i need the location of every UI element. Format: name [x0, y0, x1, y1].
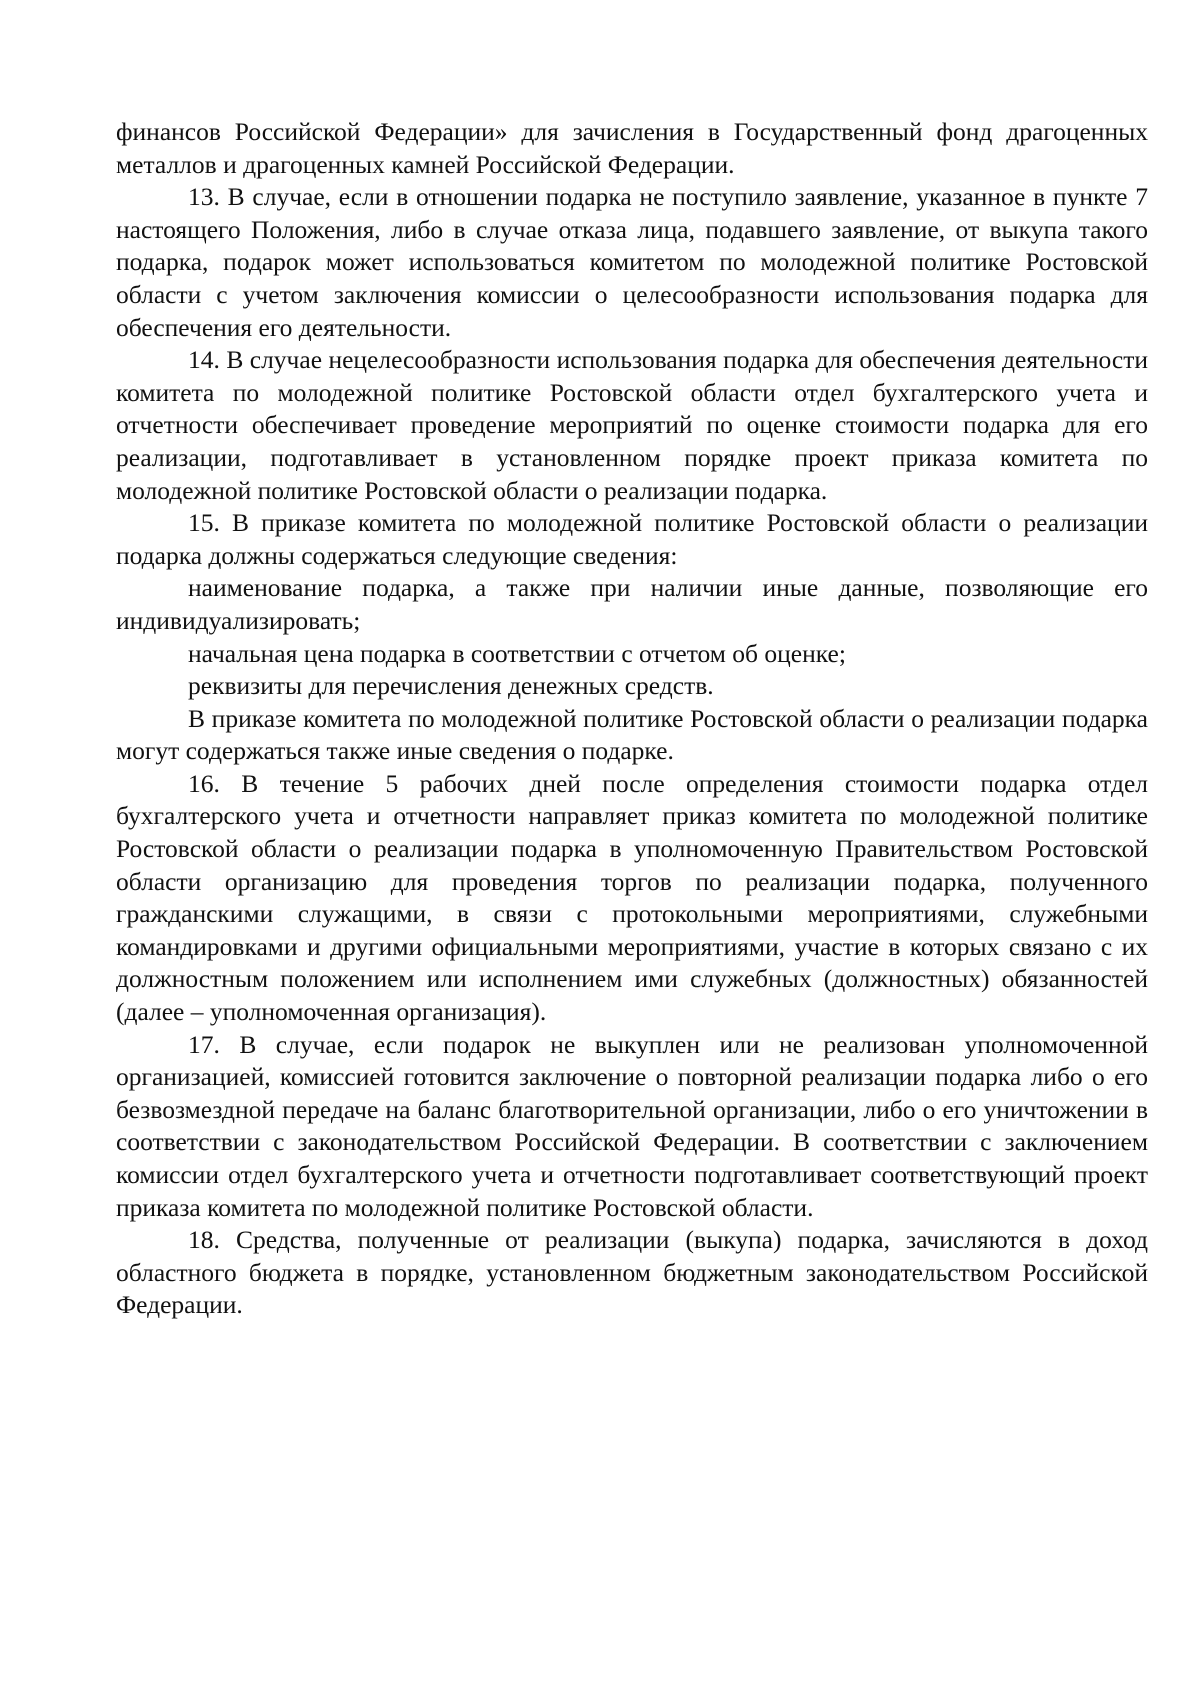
- paragraph-15-item-price: начальная цена подарка в соответствии с отчетом об оценке;: [188, 638, 846, 668]
- paragraph-14: 14. В случае нецелесообразности использования подарка для обеспечения деятельности комитета по молодежной политике Ростовской области отдел бухгалтерского учета и отчетности обеспечивает проведение мероприятий по оценке стоимости подарка для его реализации, подготавливает в установленном порядке проект приказа комитета по молодежной политике Ростовской области о реализации подарка.: [116, 345, 1148, 505]
- paragraph-15-item-name: наименование подарка, а также при наличии иные данные, позволяющие его индивидуализировать;: [116, 573, 1148, 635]
- paragraph-15-item-requisites: реквизиты для перечисления денежных средств.: [188, 671, 714, 701]
- document-body: [116, 116, 1148, 1322]
- paragraph-15-note: В приказе комитета по молодежной политике Ростовской области о реализации подарка могут содержаться также иные сведения о подарке.: [116, 703, 1148, 766]
- paragraph-15: 15. В приказе комитета по молодежной политике Ростовской области о реализации подарка должны содержаться следующие сведения:: [116, 508, 1148, 570]
- paragraph-continuation: финансов Российской Федерации» для зачисления в Государственный фонд драгоценных металлов и драгоценных камней Российской Федерации.: [116, 117, 1148, 179]
- paragraph-13: 13. В случае, если в отношении подарка не поступило заявление, указанное в пункте 7 настоящего Положения, либо в случае отказа лица, подавшего заявление, от выкупа такого подарка, подарок может использоваться комитетом по молодежной политике Ростовской области с учетом заключения комиссии о целесообразности использования подарка для обеспечения его деятельности.: [116, 182, 1148, 342]
- paragraph-17: 17. В случае, если подарок не выкуплен или не реализован уполномоченной организацией, комиссией готовится заключение о повторной реализации подарка либо о его безвозмездной передаче на баланс благотворительной организации, либо о его уничтожении в соответствии с законодательством Российской Федерации. В соответствии с заключением комиссии отдел бухгалтерского учета и отчетности подготавливает соответствующий проект приказа комитета по молодежной политике Ростовской области.: [116, 1029, 1148, 1222]
- paragraph-16: 16. В течение 5 рабочих дней после определения стоимости подарка отдел бухгалтерского учета и отчетности направляет приказ комитета по молодежной политике Ростовской области о реализации подарка в уполномоченную Правительством Ростовской области организацию для проведения торгов по реализации подарка, полученного гражданскими служащими, в связи с протокольными мероприятиями, служебными командировками и другими официальными мероприятиями, участие в которых связано с их должностным положением или исполнением ими служебных (должностных) обязанностей (далее – уполномоченная организация).: [116, 768, 1148, 1027]
- paragraph-18: 18. Средства, полученные от реализации (выкупа) подарка, зачисляются в доход областного бюджета в порядке, установленном бюджетным законодательством Российской Федерации.: [116, 1225, 1148, 1320]
